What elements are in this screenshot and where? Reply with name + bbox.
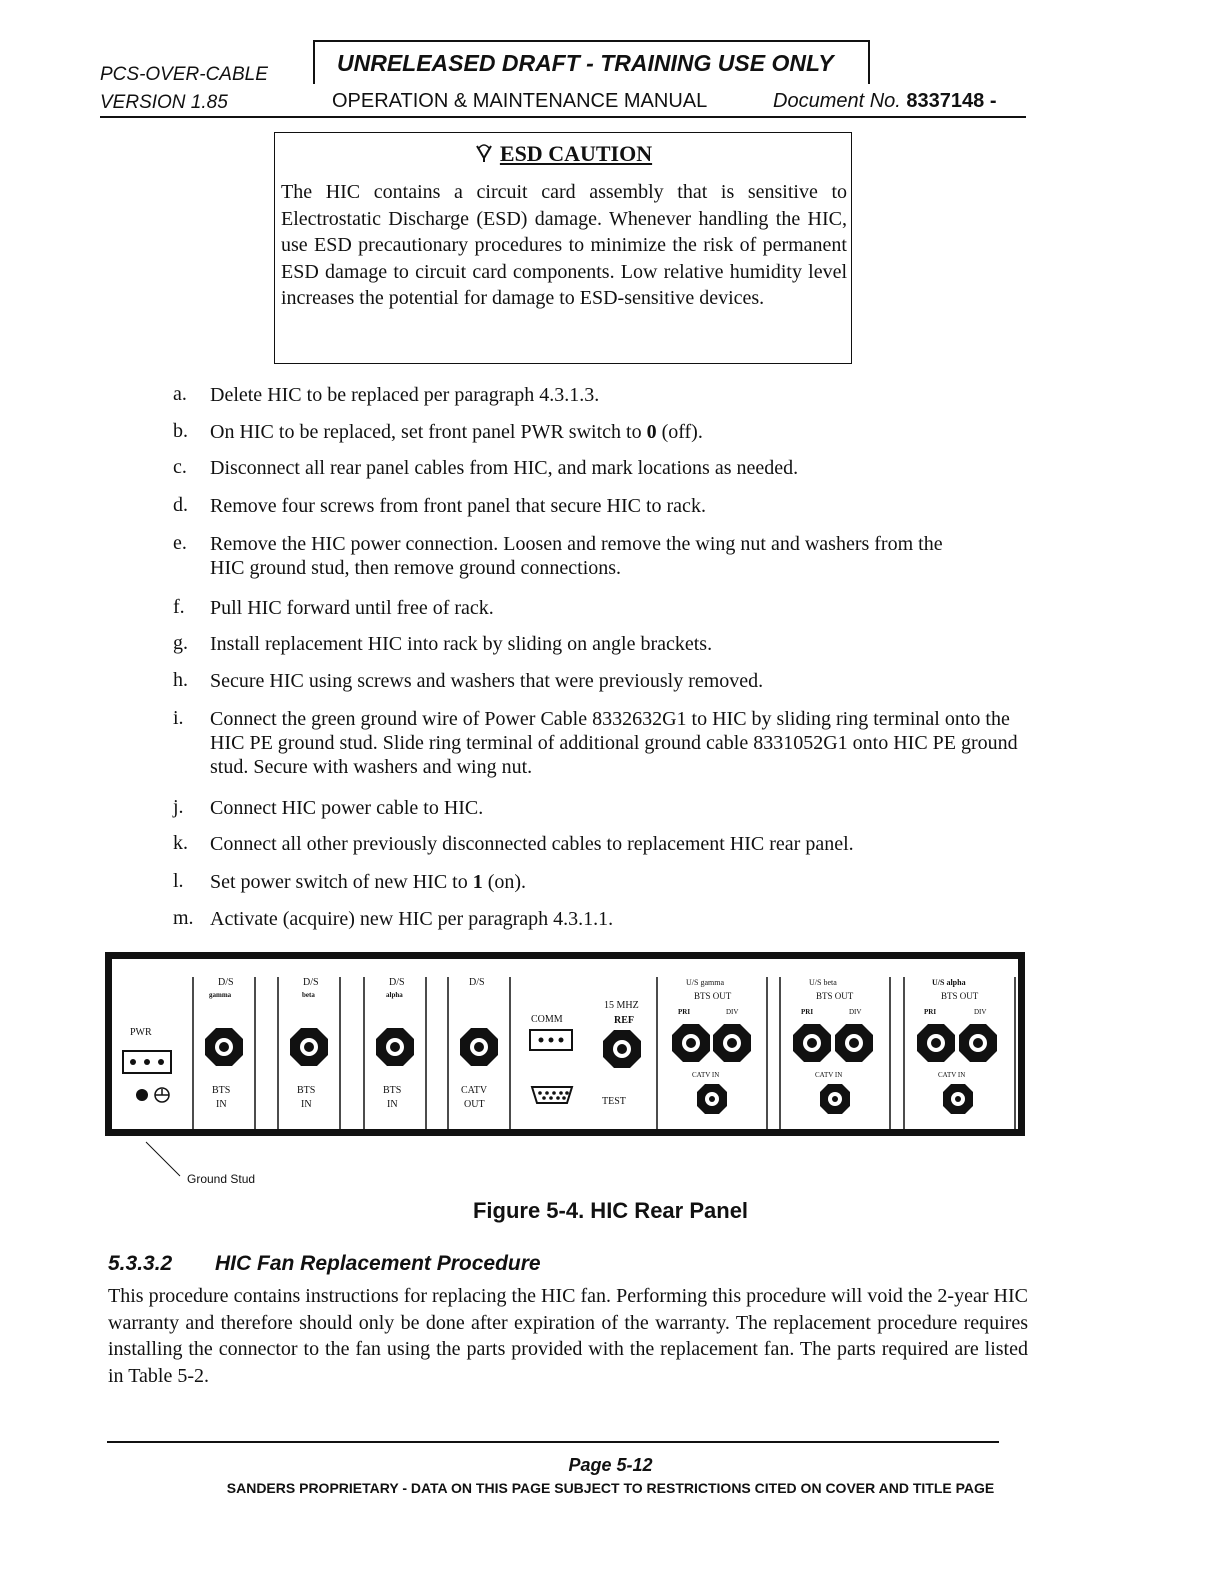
- step-text: Remove four screws from front panel that secure HIC to rack.: [210, 495, 706, 517]
- us-gamma-pri-connector: [672, 1024, 710, 1062]
- step-letter: d.: [173, 494, 188, 516]
- caution-title: ESD CAUTION: [275, 141, 851, 167]
- comm-label: COMM: [531, 1014, 563, 1025]
- pri-label: PRI: [801, 1008, 814, 1016]
- step-text: Delete HIC to be replaced per paragraph 4.3.1.3.: [210, 384, 600, 406]
- step-text: Remove the HIC power connection. Loosen and remove the wing nut and washers from the HIC ground stud, then remove ground connections.: [210, 533, 943, 579]
- step-letter: m.: [173, 907, 194, 929]
- us-alpha-header: U/S alpha: [932, 978, 966, 987]
- step-letter: c.: [173, 456, 187, 478]
- section-title: HIC Fan Replacement Procedure: [215, 1252, 541, 1275]
- step-text: Secure HIC using screws and washers that were previously removed.: [210, 670, 764, 692]
- pwr-label: PWR: [130, 1027, 152, 1038]
- ref-label: REF: [614, 1015, 634, 1026]
- ground-stud: [136, 1089, 148, 1101]
- step-letter: f.: [173, 596, 185, 618]
- us-gamma-catv-in-connector: [697, 1084, 727, 1114]
- draft-notice: UNRELEASED DRAFT - TRAINING USE ONLY: [337, 50, 834, 76]
- div-label: DIV: [849, 1008, 862, 1016]
- step-text: On HIC to be replaced, set front panel PWR switch to 0 (off).: [210, 421, 703, 443]
- out-label: OUT: [464, 1099, 485, 1110]
- step-text: Connect all other previously disconnected cables to replacement HIC rear panel.: [210, 833, 854, 855]
- document-number: Document No. 8337148 -: [773, 90, 997, 112]
- ds-alpha-header: D/S: [389, 977, 405, 988]
- catv-out-connector: [460, 1028, 498, 1066]
- step-text: Pull HIC forward until free of rack.: [210, 597, 494, 619]
- proprietary-notice: SANDERS PROPRIETARY - DATA ON THIS PAGE SUBJECT TO RESTRICTIONS CITED ON COVER AND TITLE PAGE: [226, 1480, 995, 1496]
- in-label: IN: [216, 1099, 227, 1110]
- step-text: Connect the green ground wire of Power Cable 8332632G1 to HIC by sliding ring terminal onto the HIC PE ground stud. Slide ring terminal of additional ground cable 8331052G1 onto HIC PE ground stud. Secure with washers and wing nut.: [210, 708, 1018, 778]
- test-label: TEST: [602, 1096, 626, 1107]
- step-text: Set power switch of new HIC to 1 (on).: [210, 871, 527, 893]
- esd-symbol-icon: [474, 143, 494, 163]
- us-gamma-div-connector: [713, 1024, 751, 1062]
- step-letter: h.: [173, 669, 188, 691]
- figure-caption: Figure 5-4. HIC Rear Panel: [472, 1198, 749, 1223]
- hic-rear-panel-figure: [105, 952, 1025, 1136]
- ds-beta-sub: beta: [302, 991, 315, 999]
- step-letter: l.: [173, 870, 184, 892]
- us-beta-pri-connector: [793, 1024, 831, 1062]
- us-gamma-header: U/S gamma: [686, 978, 724, 987]
- bts-out-label: BTS OUT: [941, 991, 979, 1001]
- step-text: Activate (acquire) new HIC per paragraph 4.3.1.1.: [210, 908, 614, 930]
- ds-catv-header: D/S: [469, 977, 485, 988]
- page-number: Page 5-12: [568, 1455, 653, 1475]
- header-rule: [100, 116, 1026, 118]
- ground-stud-label: Ground Stud: [187, 1172, 256, 1186]
- step-text: Install replacement HIC into rack by sliding on angle brackets.: [210, 633, 713, 655]
- bts-label: BTS: [383, 1085, 402, 1096]
- catv-label: CATV: [461, 1085, 488, 1096]
- ds-gamma-bts-in-connector: [205, 1028, 243, 1066]
- step-letter: k.: [173, 832, 188, 854]
- bts-out-label: BTS OUT: [694, 991, 732, 1001]
- catv-in-label: CATV IN: [692, 1071, 720, 1079]
- catv-in-label: CATV IN: [938, 1071, 966, 1079]
- ds-gamma-sub: gamma: [209, 991, 232, 999]
- step-text: Connect HIC power cable to HIC.: [210, 797, 484, 819]
- manual-title: OPERATION & MAINTENANCE MANUAL: [332, 90, 708, 112]
- us-beta-header: U/S beta: [809, 978, 837, 987]
- pri-label: PRI: [924, 1008, 937, 1016]
- in-label: IN: [301, 1099, 312, 1110]
- section-number: 5.3.3.2: [108, 1252, 173, 1275]
- catv-in-label: CATV IN: [815, 1071, 843, 1079]
- version-label: VERSION 1.85: [100, 92, 228, 113]
- us-alpha-pri-connector: [917, 1024, 955, 1062]
- product-name: PCS-OVER-CABLE: [100, 64, 268, 85]
- us-beta-div-connector: [835, 1024, 873, 1062]
- rear-panel-drawing: [112, 959, 1018, 1129]
- ds-gamma-header: D/S: [218, 977, 234, 988]
- bts-label: BTS: [212, 1085, 231, 1096]
- div-label: DIV: [974, 1008, 987, 1016]
- mhz-label: 15 MHZ: [604, 1000, 639, 1011]
- step-letter: j.: [173, 796, 184, 818]
- ref-connector: [603, 1030, 641, 1068]
- ds-beta-header: D/S: [303, 977, 319, 988]
- footer-rule: [107, 1441, 999, 1443]
- step-letter: b.: [173, 420, 188, 442]
- esd-caution-box: [274, 132, 852, 364]
- step-letter: e.: [173, 532, 187, 554]
- us-alpha-div-connector: [959, 1024, 997, 1062]
- step-text: Disconnect all rear panel cables from HIC, and mark locations as needed.: [210, 457, 799, 479]
- pri-label: PRI: [678, 1008, 691, 1016]
- ds-beta-bts-in-connector: [290, 1028, 328, 1066]
- us-alpha-catv-in-connector: [943, 1084, 973, 1114]
- step-letter: a.: [173, 383, 187, 405]
- bts-out-label: BTS OUT: [816, 991, 854, 1001]
- in-label: IN: [387, 1099, 398, 1110]
- ds-alpha-bts-in-connector: [376, 1028, 414, 1066]
- test-port: [532, 1087, 572, 1103]
- ds-alpha-sub: alpha: [386, 991, 403, 999]
- bts-label: BTS: [297, 1085, 316, 1096]
- div-label: DIV: [726, 1008, 739, 1016]
- us-beta-catv-in-connector: [820, 1084, 850, 1114]
- step-letter: i.: [173, 707, 184, 729]
- step-letter: g.: [173, 632, 188, 654]
- section-paragraph: This procedure contains instructions for replacing the HIC fan. Performing this procedure will void the 2-year HIC warranty and therefore should only be done after expiration of the warranty. The replacement procedure requires installing the connector to the fan using the parts provided with the replacement fan. The parts required are listed in Table 5-2.: [108, 1285, 1028, 1387]
- caution-body: The HIC contains a circuit card assembly that is sensitive to Electrostatic Discharge (ESD) damage. Whenever handling the HIC, use ESD precautionary procedures to minimize the risk of permanent ESD damage to circuit card components. Low relative humidity level increases the potential for damage to ESD-sensitive devices.: [281, 181, 847, 309]
